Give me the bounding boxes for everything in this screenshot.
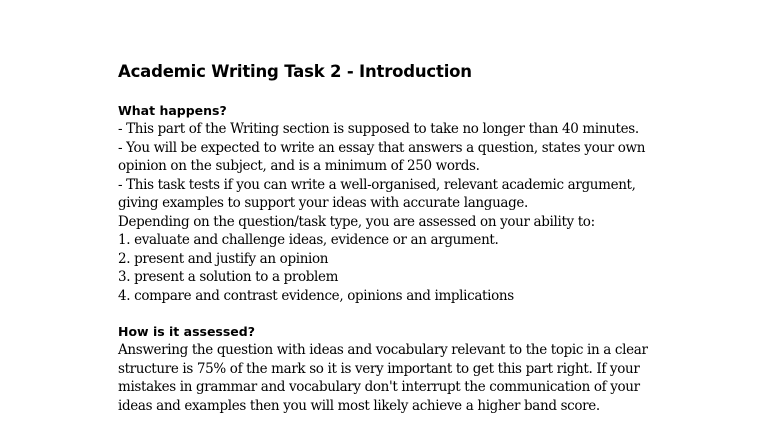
paragraph-line: opinion on the subject, and is a minimum of 250 words. [118, 158, 480, 174]
paragraph-line: ideas and examples then you will most likely achieve a higher band score. [118, 397, 600, 414]
document-page [118, 58, 688, 415]
list-item: 1. evaluate and challenge ideas, evidence or an argument. [118, 232, 499, 248]
paragraph-line: - This task tests if you can write a well-organised, relevant academic argument, [118, 176, 636, 193]
page-title: Academic Writing Task 2 - Introduction [118, 62, 472, 81]
paragraph-line: giving examples to support your ideas with accurate language. [118, 195, 528, 211]
section-what-happens [118, 102, 688, 305]
list-item: 3. present a solution to a problem [118, 269, 339, 285]
section-how-assessed [118, 323, 688, 415]
paragraph-line: mistakes in grammar and vocabulary don't interrupt the communication of your [118, 379, 640, 395]
paragraph-line: Answering the question with ideas and vocabulary relevant to the topic in a clear [118, 342, 648, 358]
list-item: 4. compare and contrast evidence, opinions and implications [118, 287, 514, 304]
paragraph-line: - You will be expected to write an essay that answers a question, states your own [118, 139, 646, 156]
paragraph-line: structure is 75% of the mark so it is very important to get this part right. If your [118, 360, 640, 377]
section-heading: What happens? [118, 103, 227, 118]
section-heading: How is it assessed? [118, 324, 255, 339]
paragraph-line: - This part of the Writing section is supposed to take no longer than 40 minutes. [118, 121, 639, 137]
list-item: 2. present and justify an opinion [118, 250, 329, 267]
paragraph-line: Depending on the question/task type, you are assessed on your ability to: [118, 213, 595, 230]
